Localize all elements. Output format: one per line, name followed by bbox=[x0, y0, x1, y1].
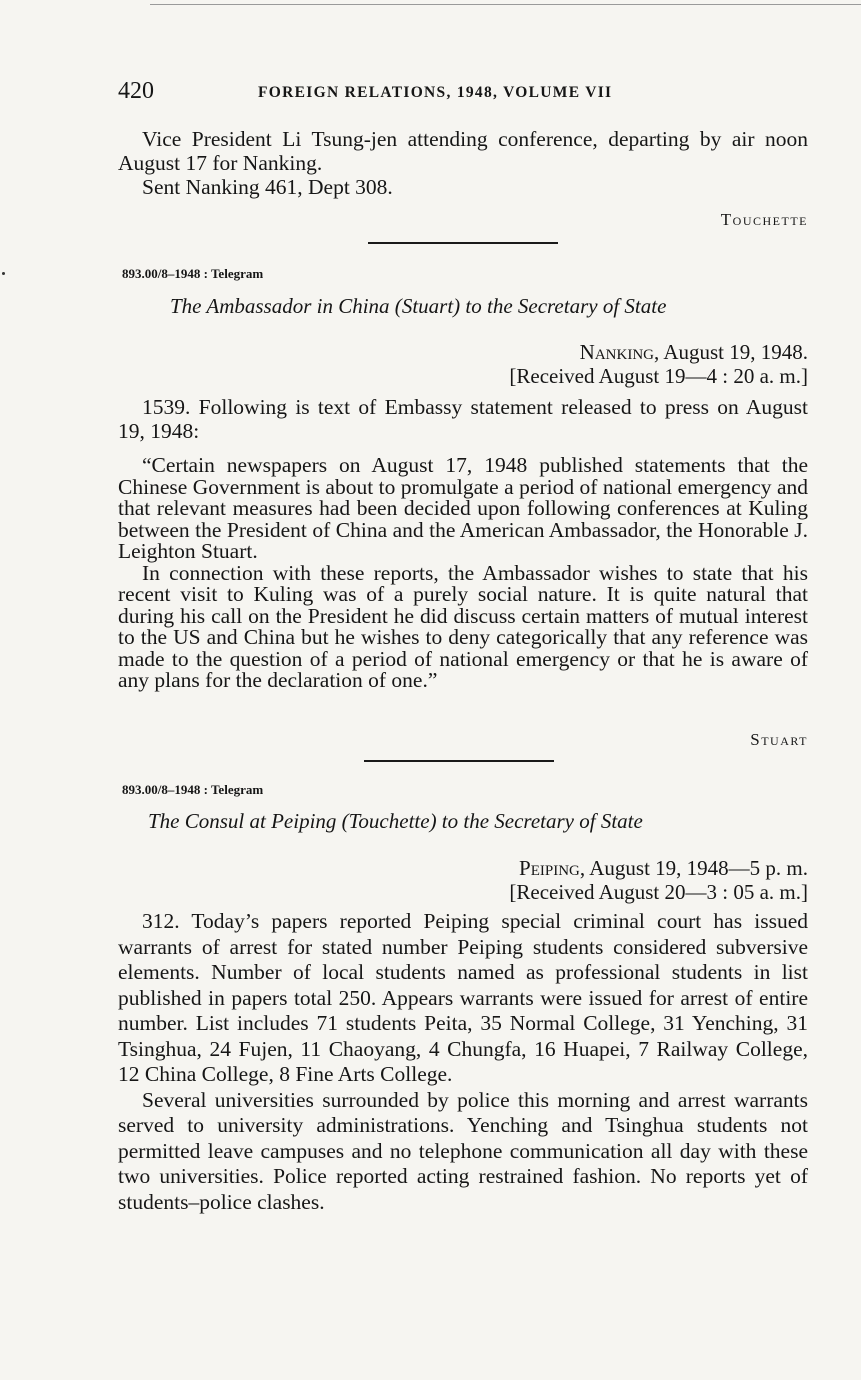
paragraph: 1539. Following is text of Embassy statement released to press on August 19, 1948: bbox=[118, 395, 808, 443]
quote-paragraph: In connection with these reports, the Ambassador wishes to state that his recent visit to Kuling was of a purely social nature. It is quite natural that during his call on the President he did discuss certain matters of mutual interest to the US and China but he wishes to deny categorically that any reference was made to the question of a period of national emergency or that he is aware of any plans for the declaration of one.” bbox=[118, 560, 808, 692]
dateline: Nanking, August 19, 1948. [Received August 19—4 : 20 a. m.] bbox=[509, 340, 808, 388]
quoted-statement bbox=[118, 455, 808, 692]
dateline-place: Peiping bbox=[519, 856, 580, 880]
document-heading: The Ambassador in China (Stuart) to the Secretary of State bbox=[170, 294, 667, 318]
scan-edge-speck bbox=[2, 272, 5, 275]
page-number: 420 bbox=[118, 78, 154, 104]
section-divider bbox=[368, 242, 558, 244]
telegram-intro bbox=[118, 395, 808, 443]
paragraph: Sent Nanking 461, Dept 308. bbox=[142, 175, 393, 199]
signature-touchette: Touchette bbox=[720, 210, 808, 229]
quote-paragraph: “Certain newspapers on August 17, 1948 published statements that the Chinese Government is about to promulgate a period of national emergency and that relevant measures had been decided upon following conferences at Kuling between the President of China and the American Ambassador, the Honorable J. Leighton Stuart. bbox=[118, 453, 808, 563]
file-reference: 893.00/8–1948 : Telegram bbox=[122, 266, 264, 281]
telegram-body bbox=[118, 909, 808, 1215]
continuation-text bbox=[118, 127, 808, 199]
section-divider bbox=[364, 760, 554, 762]
running-head: FOREIGN RELATIONS, 1948, VOLUME VII bbox=[258, 84, 613, 101]
received-note: [Received August 20—3 : 05 a. m.] bbox=[509, 880, 808, 904]
paragraph: Vice President Li Tsung-jen attending conference, departing by air noon August 17 for Nanking. bbox=[118, 127, 808, 175]
paragraph: Several universities surrounded by police this morning and arrest warrants served to university administrations. Yenching and Tsinghua students not permitted leave campuses and no telephone communication all day with these two universities. Police reported acting restrained fashion. No reports yet of students–police clashes. bbox=[118, 1087, 808, 1214]
received-note: [Received August 19—4 : 20 a. m.] bbox=[509, 364, 808, 388]
paragraph: 312. Today’s papers reported Peiping special criminal court has issued warrants of arrest for stated number Peiping students considered subversive elements. Number of local students named as professional students in list published in papers total 250. Appears warrants were issued for arrest of entire number. List includes 71 students Peita, 35 Normal College, 31 Yenching, 31 Tsinghua, 24 Fujen, 11 Chaoyang, 4 Chungfa, 16 Huapei, 7 Railway College, 12 China College, 8 Fine Arts College. bbox=[118, 909, 808, 1086]
document-heading: The Consul at Peiping (Touchette) to the Secretary of State bbox=[148, 809, 643, 833]
page-header bbox=[118, 78, 808, 108]
scan-top-edge bbox=[150, 4, 861, 5]
dateline-place: Nanking bbox=[579, 340, 654, 364]
dateline: Peiping, August 19, 1948—5 p. m. [Received August 20—3 : 05 a. m.] bbox=[509, 856, 808, 904]
signature-stuart: Stuart bbox=[750, 730, 808, 749]
file-reference: 893.00/8–1948 : Telegram bbox=[122, 782, 264, 797]
